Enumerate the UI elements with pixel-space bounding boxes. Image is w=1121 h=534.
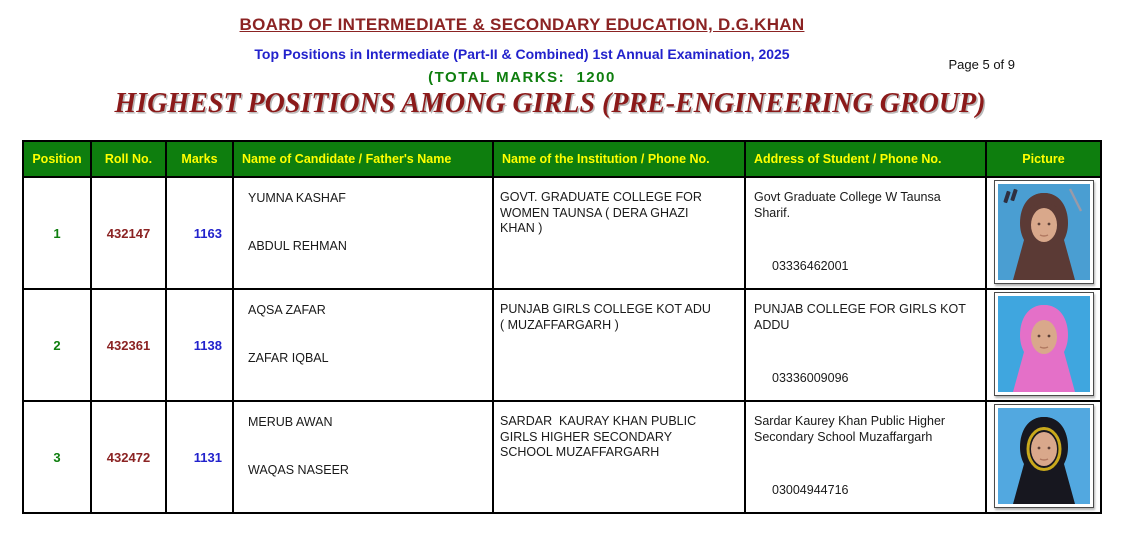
- candidate-father-cell: [233, 177, 493, 289]
- candidate-name: AQSA ZAFAR: [248, 303, 326, 317]
- candidate-photo: [994, 404, 1094, 508]
- position-cell: 2: [23, 289, 91, 401]
- candidate-father-cell: [233, 401, 493, 513]
- exam-subtitle: Top Positions in Intermediate (Part-II & Combined) 1st Annual Examination, 2025: [254, 46, 790, 62]
- institution-cell: [493, 289, 745, 401]
- face-shape: [1031, 432, 1057, 466]
- institution-cell: [493, 401, 745, 513]
- address-cell: [745, 289, 986, 401]
- marks-cell: 1131: [166, 401, 233, 513]
- address-cell: [745, 401, 986, 513]
- column-header-roll-no: Roll No.: [91, 141, 166, 177]
- table-row: [23, 289, 1101, 401]
- face-shape: [1031, 320, 1057, 354]
- candidate-father-cell: [233, 289, 493, 401]
- institution-cell: [493, 177, 745, 289]
- roll-no-cell: 432361: [91, 289, 166, 401]
- table-row: [23, 401, 1101, 513]
- address-cell: [745, 177, 986, 289]
- institution-name: GOVT. GRADUATE COLLEGE FOR WOMEN TAUNSA ( DERA GHAZI KHAN ): [500, 190, 706, 236]
- results-table: [22, 140, 1102, 514]
- picture-cell: [986, 289, 1101, 401]
- candidate-name: YUMNA KASHAF: [248, 191, 346, 205]
- column-header-position: Position: [23, 141, 91, 177]
- table-row: [23, 177, 1101, 289]
- eye-left: [1037, 446, 1040, 449]
- student-phone: 03336009096: [772, 371, 849, 385]
- roll-no-cell: 432472: [91, 401, 166, 513]
- total-marks-line: (TOTAL MARKS: 1200: [428, 69, 616, 86]
- father-name: ZAFAR IQBAL: [248, 351, 329, 365]
- candidate-name: MERUB AWAN: [248, 415, 333, 429]
- group-title: HIGHEST POSITIONS AMONG GIRLS (PRE-ENGINEERING GROUP): [114, 88, 986, 119]
- position-cell: 1: [23, 177, 91, 289]
- face-shape: [1031, 208, 1057, 242]
- student-address: Sardar Kaurey Khan Public Higher Secondary School Muzaffargarh: [754, 414, 949, 444]
- marks-cell: 1138: [166, 289, 233, 401]
- eye-right: [1047, 446, 1050, 449]
- page-header: [22, 0, 1022, 86]
- column-header-marks: Marks: [166, 141, 233, 177]
- student-phone: 03004944716: [772, 483, 849, 497]
- student-address: PUNJAB COLLEGE FOR GIRLS KOT ADDU: [754, 302, 969, 332]
- picture-cell: [986, 177, 1101, 289]
- column-header-candidate-name: Name of Candidate / Father's Name: [233, 141, 493, 177]
- eye-left: [1037, 222, 1040, 225]
- page-indicator: Page 5 of 9: [948, 57, 1015, 72]
- column-header-address: Address of Student / Phone No.: [745, 141, 986, 177]
- picture-cell: [986, 401, 1101, 513]
- board-title: BOARD OF INTERMEDIATE & SECONDARY EDUCATION, D.G.KHAN: [239, 15, 805, 34]
- father-name: ABDUL REHMAN: [248, 239, 347, 253]
- institution-name: PUNJAB GIRLS COLLEGE KOT ADU ( MUZAFFARGARH ): [500, 302, 715, 332]
- student-address: Govt Graduate College W Taunsa Sharif.: [754, 190, 945, 220]
- eye-right: [1047, 334, 1050, 337]
- column-header-picture: Picture: [986, 141, 1101, 177]
- father-name: WAQAS NASEER: [248, 463, 349, 477]
- roll-no-cell: 432147: [91, 177, 166, 289]
- column-header-institution: Name of the Institution / Phone No.: [493, 141, 745, 177]
- marks-cell: 1163: [166, 177, 233, 289]
- eye-right: [1047, 222, 1050, 225]
- eye-left: [1037, 334, 1040, 337]
- student-phone: 03336462001: [772, 259, 849, 273]
- candidate-photo: [994, 292, 1094, 396]
- candidate-photo: [994, 180, 1094, 284]
- position-cell: 3: [23, 401, 91, 513]
- table-header-row: [23, 141, 1101, 177]
- institution-name: SARDAR KAURAY KHAN PUBLIC GIRLS HIGHER SECONDARY SCHOOL MUZAFFARGARH: [500, 414, 700, 460]
